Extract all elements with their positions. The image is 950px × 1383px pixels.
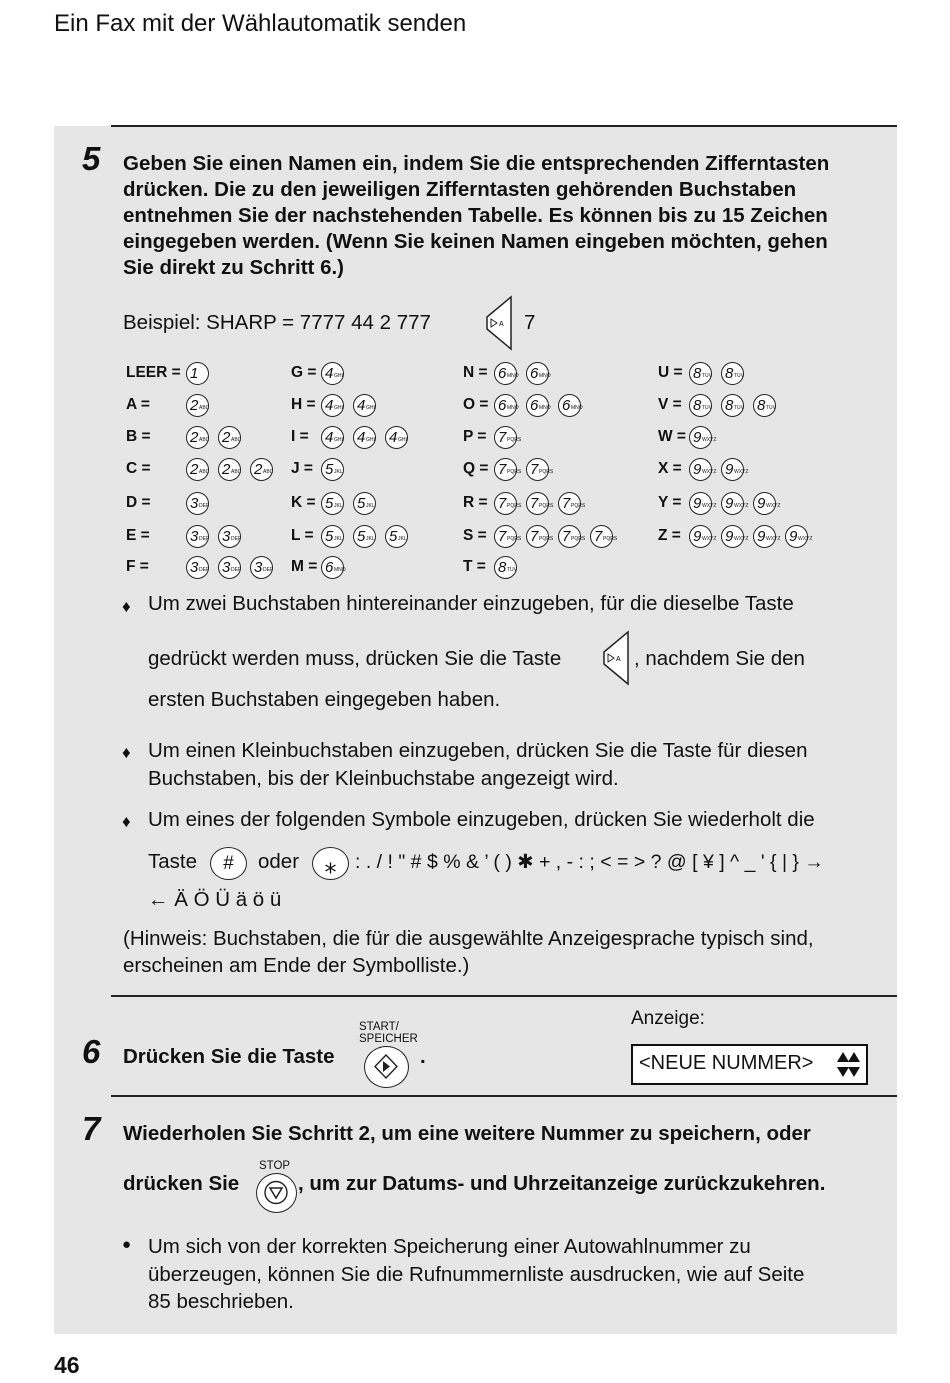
text-line: eingegeben werden. (Wenn Sie keinen Namen eingeben möchten, gehen xyxy=(123,230,828,253)
letter-label: V = xyxy=(658,396,682,413)
key-letters: WXYZ xyxy=(702,503,717,509)
example-suffix: 7 xyxy=(524,311,536,334)
step7-instruction: drücken Sie xyxy=(123,1172,240,1195)
digit-key-icon xyxy=(689,458,717,481)
digit-key-icon xyxy=(494,458,522,481)
key-letters: JKL xyxy=(334,536,343,542)
letter-label: O = xyxy=(463,396,489,413)
bullet-icon: ● xyxy=(122,1236,132,1253)
key-letters: DEF xyxy=(263,567,273,573)
digit: 8 xyxy=(693,397,702,414)
digit: 2 xyxy=(190,461,199,478)
start-key-icon xyxy=(364,1046,409,1088)
display-text: <NEUE NUMMER> xyxy=(639,1052,814,1074)
key-letters: TUV xyxy=(766,405,776,411)
key-letters: WXYZ xyxy=(702,536,717,542)
step5-instructions xyxy=(123,151,829,281)
step-number: 5 xyxy=(82,140,101,177)
letter-label: D = xyxy=(126,494,151,511)
note-text: Um eines der folgenden Symbole einzugeben, drücken Sie wiederholt die xyxy=(148,808,815,831)
text-line: Sie direkt zu Schritt 6.) xyxy=(123,256,344,279)
digit-key-icon xyxy=(321,556,344,579)
digit-key-icon xyxy=(218,426,241,449)
text-line: Um sich von der korrekten Speicherung einer Autowahlnummer zu xyxy=(148,1235,751,1258)
letter-label: T = xyxy=(463,558,486,575)
key-letters: MNO xyxy=(539,405,551,411)
digit: 9 xyxy=(693,528,702,545)
key-letters: WXYZ xyxy=(734,503,749,509)
bullet-icon: ♦ xyxy=(122,743,131,762)
digit-key-icon xyxy=(526,362,549,385)
text-line: überzeugen, können Sie die Rufnummernliste ausdrucken, wie auf Seite xyxy=(148,1262,805,1286)
hint-text: (Hinweis: Buchstaben, die für die ausgewählte Anzeigesprache typisch sind, xyxy=(123,927,814,950)
caption-line: SPEICHER xyxy=(359,1033,418,1045)
key-letters: DEF xyxy=(231,536,241,542)
key-letters: JKL xyxy=(366,503,375,509)
note-text: Buchstaben, bis der Kleinbuchstabe angezeigt wird. xyxy=(148,767,619,790)
digit-key-icon xyxy=(526,525,554,548)
key-letters: JKL xyxy=(334,469,343,475)
key-letters: ABC xyxy=(231,437,242,443)
step7-instruction: Wiederholen Sie Schritt 2, um eine weitere Nummer zu speichern, oder xyxy=(123,1122,811,1145)
key-letters: GHI xyxy=(398,437,407,443)
digit: 4 xyxy=(357,429,366,446)
letter-label: LEER = xyxy=(126,364,181,381)
digit-key-icon xyxy=(785,525,813,548)
step-number: 6 xyxy=(82,1033,101,1070)
note-text: ersten Buchstaben eingegeben haben. xyxy=(148,688,501,711)
divider xyxy=(111,995,897,997)
letter-label: W = xyxy=(658,428,686,445)
key-letters: PQRS xyxy=(603,536,618,542)
digit: 2 xyxy=(190,397,199,414)
digit-key-icon xyxy=(494,492,522,515)
hash-key-icon: # xyxy=(210,847,247,880)
digit: 9 xyxy=(693,429,702,446)
digit: 6 xyxy=(530,365,539,382)
instruction-panel xyxy=(54,126,897,1334)
digit: 3 xyxy=(222,528,231,545)
letter-label: E = xyxy=(126,527,150,544)
digit: 8 xyxy=(757,397,766,414)
key-letters: ABC xyxy=(199,437,210,443)
digit: 8 xyxy=(498,559,507,576)
bullet-icon: ♦ xyxy=(122,812,131,831)
digit-key-icon xyxy=(321,492,344,515)
example-text: Beispiel: SHARP = 7777 44 2 777 xyxy=(123,311,431,334)
digit-key-icon xyxy=(186,492,209,515)
letter-label: I = xyxy=(291,428,309,445)
key-letters: PQRS xyxy=(507,536,522,542)
key-letters: TUV xyxy=(702,405,712,411)
stop-symbol-icon xyxy=(257,1174,295,1211)
note-text: gedrückt werden muss, drücken Sie die Taste xyxy=(148,647,562,670)
digit-key-icon xyxy=(558,394,581,417)
start-diamond-icon xyxy=(365,1047,407,1086)
digit-key-icon xyxy=(558,525,586,548)
key-letters: MNO xyxy=(334,567,346,573)
arrow-key-label: A xyxy=(616,656,621,663)
letter-label: F = xyxy=(126,558,149,575)
digit: 5 xyxy=(389,528,398,545)
letter-label: P = xyxy=(463,428,487,445)
key-letters: PQRS xyxy=(571,536,586,542)
digit: 7 xyxy=(562,528,571,545)
digit-key-icon xyxy=(526,492,554,515)
key-letters: PQRS xyxy=(539,503,554,509)
digit: 3 xyxy=(254,559,263,576)
letter-label: M = xyxy=(291,558,318,575)
key-letters: PQRS xyxy=(539,536,554,542)
step-number: 7 xyxy=(82,1110,101,1147)
letter-label: S = xyxy=(463,527,487,544)
digit-key-icon xyxy=(321,394,344,417)
symbol-list: : . / ! " # $ % & ’ ( ) ✱ + , - : ; < = > ? @ [ ¥ ] ^ _ ' { | } → xyxy=(355,851,824,873)
letter-label: U = xyxy=(658,364,683,381)
digit-key-icon xyxy=(721,394,744,417)
digit-key-icon xyxy=(721,525,749,548)
digit-key-icon xyxy=(753,525,781,548)
key-letters: GHI xyxy=(334,405,343,411)
divider xyxy=(111,1095,897,1097)
digit: 3 xyxy=(190,528,199,545)
key-letters: MNO xyxy=(507,405,519,411)
key-letters: MNO xyxy=(571,405,583,411)
key-letters: ABC xyxy=(263,469,274,475)
digit: 7 xyxy=(530,461,539,478)
key-letters: PQRS xyxy=(507,503,522,509)
stop-key-caption: STOP xyxy=(259,1160,291,1172)
digit: 7 xyxy=(498,429,507,446)
letter-label: X = xyxy=(658,460,682,477)
digit-key-icon xyxy=(590,525,618,548)
key-letters: WXYZ xyxy=(766,503,781,509)
key-letters: JKL xyxy=(334,503,343,509)
digit-key-icon xyxy=(494,394,517,417)
digit-key-icon xyxy=(385,426,408,449)
key-letters: WXYZ xyxy=(766,536,781,542)
digit-key-icon xyxy=(250,458,273,481)
step6-instruction: Drücken Sie die Taste xyxy=(123,1045,335,1068)
digit: 3 xyxy=(190,559,199,576)
key-letters: WXYZ xyxy=(702,437,717,443)
digit: 9 xyxy=(725,495,734,512)
key-letters: DEF xyxy=(199,503,209,509)
digit: 7 xyxy=(498,461,507,478)
key-letters: TUV xyxy=(734,373,744,379)
digit: 7 xyxy=(562,495,571,512)
digit-key-icon xyxy=(753,492,781,515)
digit-key-icon xyxy=(353,394,376,417)
key-letters: DEF xyxy=(199,567,209,573)
arrow-key-icon xyxy=(483,295,513,351)
digit-key-icon xyxy=(218,556,241,579)
key-letters: TUV xyxy=(734,405,744,411)
digit: 9 xyxy=(693,461,702,478)
key-letters: PQRS xyxy=(507,437,522,443)
key-letters: MNO xyxy=(507,373,519,379)
key-letters: DEF xyxy=(231,567,241,573)
arrow-key-icon xyxy=(600,630,630,686)
digit-key-icon xyxy=(689,362,712,385)
key-letters: ABC xyxy=(199,405,210,411)
digit-key-icon xyxy=(721,362,744,385)
arrow-key-label: A xyxy=(499,321,504,328)
display-panel xyxy=(631,1044,868,1085)
key-letters: GHI xyxy=(366,405,375,411)
key-letters: GHI xyxy=(334,373,343,379)
digit-key-icon xyxy=(385,525,408,548)
digit: 9 xyxy=(757,528,766,545)
key-letters: JKL xyxy=(366,536,375,542)
digit: 9 xyxy=(693,495,702,512)
letter-label: G = xyxy=(291,364,317,381)
digit-key-icon xyxy=(689,426,717,449)
digit-key-icon xyxy=(353,426,376,449)
digit-key-icon xyxy=(186,362,209,385)
key-letters: MNO xyxy=(539,373,551,379)
key-letters: WXYZ xyxy=(734,536,749,542)
digit: 4 xyxy=(325,429,334,446)
digit: 2 xyxy=(190,429,199,446)
digit: 5 xyxy=(357,528,366,545)
digit: 8 xyxy=(725,365,734,382)
digit-key-icon xyxy=(186,556,209,579)
letter-label: Q = xyxy=(463,460,489,477)
digit-key-icon xyxy=(250,556,273,579)
digit: 6 xyxy=(498,397,507,414)
key-letters: PQRS xyxy=(507,469,522,475)
letter-label: B = xyxy=(126,428,151,445)
text-line: 85 beschrieben. xyxy=(148,1290,294,1313)
digit-key-icon xyxy=(721,458,749,481)
digit: 4 xyxy=(389,429,398,446)
digit: 7 xyxy=(530,495,539,512)
note-text: Um zwei Buchstaben hintereinander einzugeben, für die dieselbe Taste xyxy=(148,592,794,615)
key-letters: GHI xyxy=(366,437,375,443)
period: . xyxy=(420,1045,426,1068)
key-letters: PQRS xyxy=(539,469,554,475)
bullet-icon: ♦ xyxy=(122,597,131,616)
letter-label: Y = xyxy=(658,494,682,511)
digit: 2 xyxy=(222,429,231,446)
hint-text: erscheinen am Ende der Symbolliste.) xyxy=(123,954,470,977)
digit-key-icon xyxy=(186,394,209,417)
symbol-list: ← Ä Ö Ü ä ö ü xyxy=(148,888,282,911)
up-down-arrows-icon xyxy=(836,1050,862,1080)
key-letters: WXYZ xyxy=(702,469,717,475)
digit: 1 xyxy=(190,365,199,382)
text-line: Geben Sie einen Namen ein, indem Sie die entsprechenden Zifferntasten xyxy=(123,152,830,175)
digit-key-icon xyxy=(526,458,554,481)
digit: 2 xyxy=(254,461,263,478)
digit-key-icon xyxy=(526,394,549,417)
digit: 4 xyxy=(325,397,334,414)
digit: 9 xyxy=(789,528,798,545)
start-key-caption xyxy=(359,1021,418,1045)
digit-key-icon xyxy=(494,362,517,385)
letter-label: H = xyxy=(291,396,316,413)
page-number: 46 xyxy=(54,1352,80,1378)
digit: 5 xyxy=(325,528,334,545)
digit: 4 xyxy=(357,397,366,414)
divider xyxy=(111,125,897,127)
letter-label: N = xyxy=(463,364,488,381)
digit-key-icon xyxy=(753,394,776,417)
digit: 8 xyxy=(725,397,734,414)
digit: 7 xyxy=(594,528,603,545)
digit-key-icon xyxy=(721,492,749,515)
star-key-icon: ⁎ xyxy=(312,847,349,880)
step7-instruction: , um zur Datums- und Uhrzeitanzeige zurückzukehren. xyxy=(298,1172,826,1195)
display-label: Anzeige: xyxy=(631,1008,705,1029)
digit-key-icon xyxy=(186,426,209,449)
digit: 6 xyxy=(562,397,571,414)
digit-key-icon xyxy=(353,492,376,515)
digit: 9 xyxy=(757,495,766,512)
letter-label: A = xyxy=(126,396,150,413)
digit-key-icon xyxy=(689,492,717,515)
key-letters: TUV xyxy=(507,567,517,573)
digit: 5 xyxy=(325,495,334,512)
digit: 4 xyxy=(325,365,334,382)
letter-label: K = xyxy=(291,494,316,511)
key-letters: ABC xyxy=(231,469,242,475)
letter-label: Z = xyxy=(658,527,681,544)
digit-key-icon xyxy=(558,492,586,515)
digit: 9 xyxy=(725,528,734,545)
digit: 8 xyxy=(693,365,702,382)
digit-key-icon xyxy=(218,525,241,548)
digit: 3 xyxy=(222,559,231,576)
digit-key-icon xyxy=(321,362,344,385)
key-letters: GHI xyxy=(334,437,343,443)
digit-key-icon xyxy=(494,556,517,579)
digit: 2 xyxy=(222,461,231,478)
digit-key-icon xyxy=(494,525,522,548)
digit-key-icon xyxy=(321,426,344,449)
letter-label: C = xyxy=(126,460,151,477)
stop-key-icon xyxy=(256,1173,297,1213)
letter-label: L = xyxy=(291,527,314,544)
text-line: drücken. Die zu den jeweiligen Zifferntasten gehörenden Buchstaben xyxy=(123,178,797,201)
digit: 5 xyxy=(325,461,334,478)
caption-line: START/ xyxy=(359,1021,399,1033)
key-letters: WXYZ xyxy=(798,536,813,542)
digit: 6 xyxy=(325,559,334,576)
digit-key-icon xyxy=(321,458,344,481)
digit: 7 xyxy=(498,495,507,512)
digit-key-icon xyxy=(353,525,376,548)
note-text: Um einen Kleinbuchstaben einzugeben, drücken Sie die Taste für diesen xyxy=(148,739,808,762)
note-text: oder xyxy=(258,850,300,873)
digit: 3 xyxy=(190,495,199,512)
letter-label: J = xyxy=(291,460,313,477)
key-letters: WXYZ xyxy=(734,469,749,475)
digit: 9 xyxy=(725,461,734,478)
page-header: Ein Fax mit der Wählautomatik senden xyxy=(54,10,467,37)
key-letters: JKL xyxy=(398,536,407,542)
digit: 7 xyxy=(498,528,507,545)
digit-key-icon xyxy=(218,458,241,481)
text-line: entnehmen Sie der nachstehenden Tabelle. Es können bis zu 15 Zeichen xyxy=(123,204,828,227)
note-text: Taste xyxy=(148,850,197,873)
digit: 5 xyxy=(357,495,366,512)
key-letters: TUV xyxy=(702,373,712,379)
digit: 6 xyxy=(498,365,507,382)
note-text: , nachdem Sie den xyxy=(634,647,805,670)
digit: 6 xyxy=(530,397,539,414)
step7-note xyxy=(148,1233,804,1316)
key-letters: DEF xyxy=(199,536,209,542)
digit-key-icon xyxy=(494,426,522,449)
key-letters: PQRS xyxy=(571,503,586,509)
digit-key-icon xyxy=(186,458,209,481)
digit-key-icon xyxy=(321,525,344,548)
letter-label: R = xyxy=(463,494,488,511)
digit-key-icon xyxy=(689,394,712,417)
digit-key-icon xyxy=(689,525,717,548)
key-letters: ABC xyxy=(199,469,210,475)
digit: 7 xyxy=(530,528,539,545)
digit-key-icon xyxy=(186,525,209,548)
